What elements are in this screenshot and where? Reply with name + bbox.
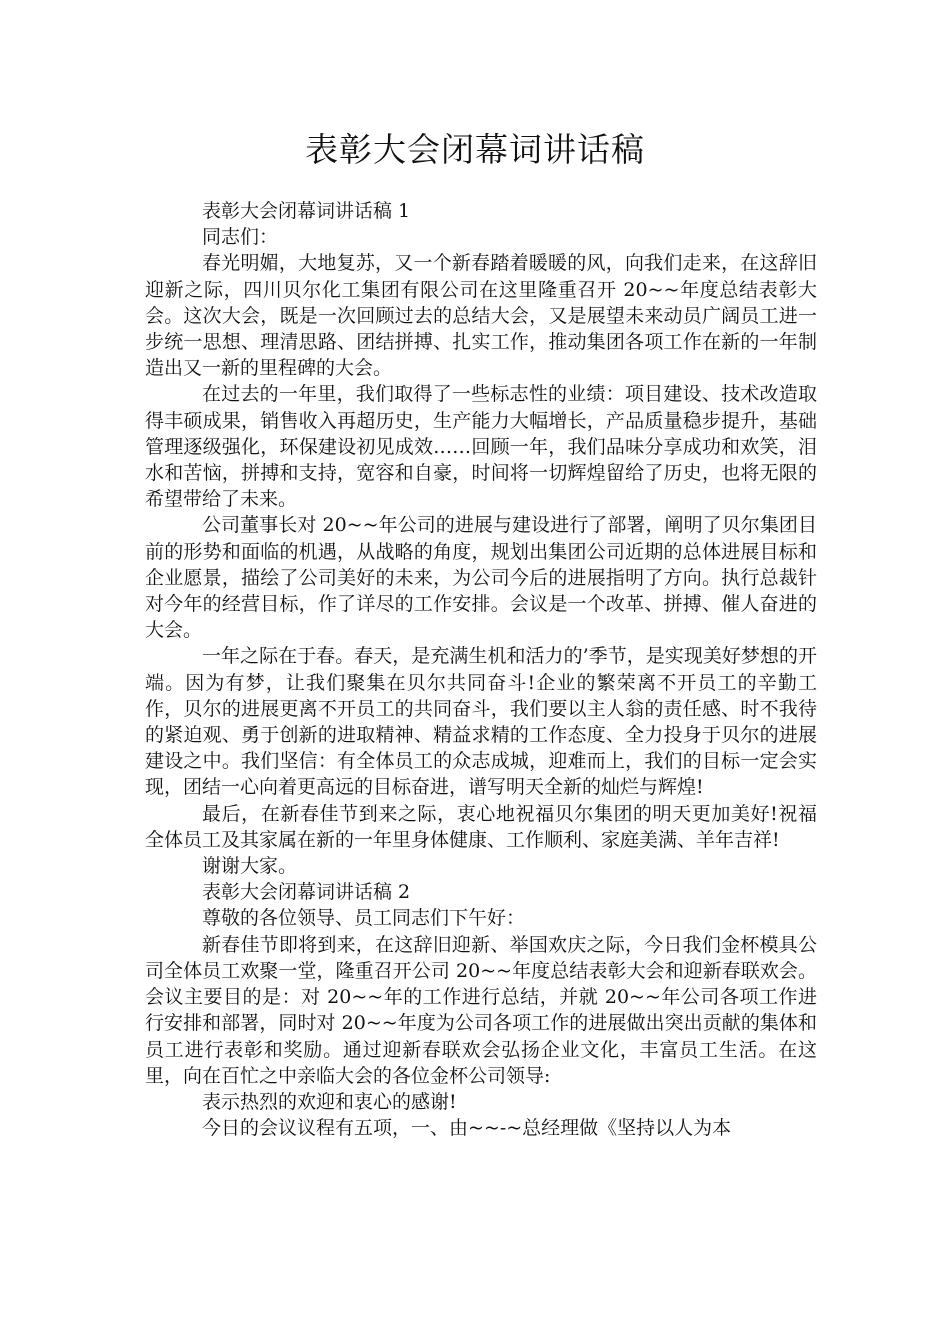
salutation: 尊敬的各位领导、员工同志们下午好： — [202, 907, 526, 930]
paragraph: 公司董事长对 20~~年公司的进展与建设进行了部署，阐明了贝尔集团目前的形势和面临的机遇，从战略的角度，规划出集团公司近期的总体进展目标和企业愿景，描绘了公司美好的未来，为公司今后的进展指明了方向。执行总裁针对今年的经营目标，作了详尽的工作安排。会议是一个改革、拼搏、催人奋进的大会。 — [145, 514, 817, 642]
document-body — [145, 198, 817, 1141]
salutation: 同志们： — [202, 226, 279, 249]
paragraph: 在过去的一年里，我们取得了一些标志性的业绩：项目建设、技术改造取得丰硕成果，销售收入再超历史，生产能力大幅增长，产品质量稳步提升，基础管理逐级强化，环保建设初见成效……回顾一年，我们品味分享成功和欢笑，泪水和苦恼，拼搏和支持，宽容和自豪，时间将一切辉煌留给了历史，也将无限的希望带给了未来。 — [145, 383, 817, 511]
paragraph: 一年之际在于春。春天，是充满生机和活力的’季节，是实现美好梦想的开端。因为有梦，让我们聚集在贝尔共同奋斗!企业的繁荣离不开员工的辛勤工作，贝尔的进展更离不开员工的共同奋斗，我们要以主人翁的责任感、时不我待的紧迫观、勇于创新的进取精神、精益求精的工作态度、全力投身于贝尔的进展建设之中。我们坚信：有全体员工的众志成城，迎难而上，我们的目标一定会实现，团结一心向着更高远的目标奋进，谱写明天全新的灿烂与辉煌! — [145, 645, 817, 799]
section-heading-2: 表彰大会闭幕词讲话稿 2 — [202, 881, 411, 904]
section-heading-1: 表彰大会闭幕词讲话稿 1 — [202, 200, 411, 222]
paragraph: 新春佳节即将到来，在这辞旧迎新、举国欢庆之际，今日我们金杯模具公司全体员工欢聚一堂，隆重召开公司 20~~年度总结表彰大会和迎新春联欢会。会议主要目的是：对 20~~年的工作进行总结，并就 20~~年公司各项工作进行安排和部署，同时对 20~~年度为公司各项工作的进展做出突出贡献的集体和员工进行表彰和奖励。通过迎新春联欢会弘扬企业文化，丰富员工生活。在这里，向在百忙之中亲临大会的各位金杯公司领导: — [145, 933, 817, 1087]
document-title: 表彰大会闭幕词讲话稿 — [305, 130, 645, 169]
paragraph: 表示热烈的欢迎和衷心的感谢! — [202, 1090, 457, 1113]
paragraph: 今日的会议议程有五项，一、由~~-~总经理做《坚持以人为本 — [202, 1117, 732, 1140]
paragraph: 最后，在新春佳节到来之际，衷心地祝福贝尔集团的明天更加美好!祝福全体员工及其家属在新的一年里身体健康、工作顺利、家庭美满、羊年吉祥! — [145, 802, 817, 851]
paragraph: 春光明媚，大地复苏，又一个新春踏着暖暖的风，向我们走来，在这辞旧迎新之际，四川贝尔化工集团有限公司在这里隆重召开 20~~年度总结表彰大会。这次大会，既是一次回顾过去的总结大会，又是展望未来动员广阔员工进一步统一思想、理清思路、团结拼搏、扎实工作，推动集团各项工作在新的一年制造出又一新的里程碑的大会。 — [145, 252, 817, 380]
closing-thanks: 谢谢大家。 — [202, 855, 298, 878]
